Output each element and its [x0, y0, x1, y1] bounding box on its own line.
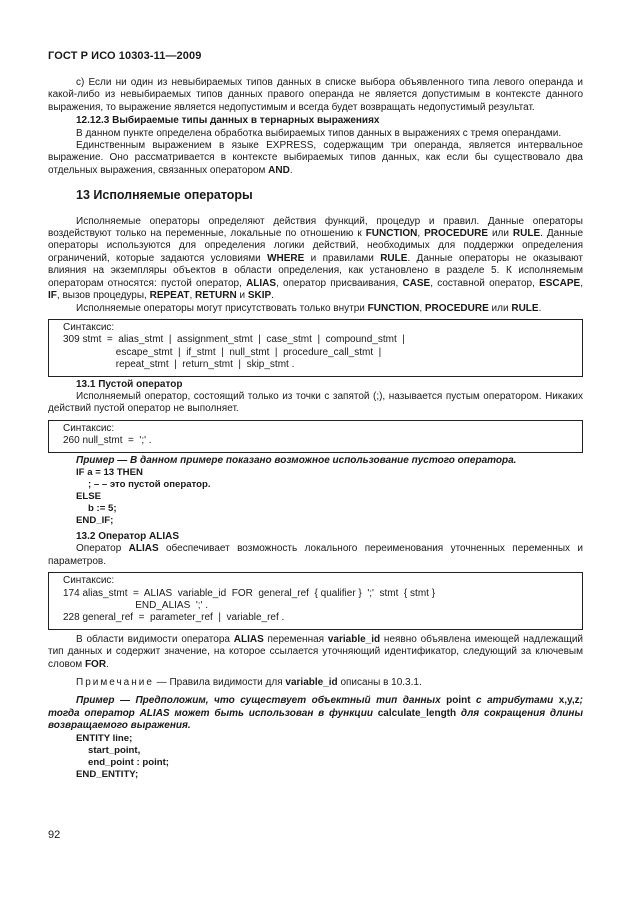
paragraph-ternary-1: В данном пункте определена обработка выбираемых типов данных в выражениях с тремя операндами.: [76, 127, 562, 139]
syntax-line: 174 alias_stmt = ALIAS variable_id FOR general_ref { qualifier } ';' stmt { stmt }: [63, 587, 436, 599]
paragraph-executable-statements: Исполняемые операторы определяют действия функций, процедур и правил. Данные операторы воздействуют только на переменные, локальные по отношению к FUNCTION, PROCEDURE или RULE. Данные операторы используются для определения логики действий, необходимых для поддержки определения ограничений, которые задаются условиями WHERE и правилами RULE. Данные операторы не оказывают влияния на экземпляры объектов в области определения, как установлено в разделе 5. К исполняемым операторам относятся: пустой оператор, ALIAS, оператор присваивания, CASE, составной оператор, ESCAPE, IF, вызов процедуры, REPEAT, RETURN и SKIP.: [48, 215, 584, 302]
syntax-box-stmt: [48, 319, 583, 377]
syntax-label: Синтаксис:: [63, 575, 115, 587]
syntax-line: repeat_stmt | return_stmt | skip_stmt .: [63, 359, 295, 371]
code-line: b := 5;: [88, 502, 117, 514]
code-line: END_ENTITY;: [76, 768, 139, 780]
paragraph-alias: Оператор ALIAS обеспечивает возможность локального переименования уточненных переменных и параметров.: [48, 543, 583, 567]
note-visibility: Примечание — Правила видимости для variable_id описаны в 10.3.1.: [76, 677, 422, 689]
code-line: IF a = 13 THEN: [76, 466, 143, 478]
code-line: ; – – это пустой оператор.: [88, 478, 211, 490]
syntax-label: Синтаксис:: [63, 422, 115, 434]
paragraph-alias-scope: В области видимости оператора ALIAS переменная variable_id неявно объявлена имеющей надлежащий тип данных и содержит значение, на которое ссылается уточняющий идентификатор, следующий за ключевым словом FOR.: [48, 633, 583, 670]
heading-13: 13 Исполняемые операторы: [76, 188, 253, 203]
syntax-line: 260 null_stmt = ';' .: [63, 435, 152, 447]
paragraph-ternary-2: Единственным выражением в языке EXPRESS, содержащим три операнда, является интервальное выражение. Оно рассматривается в контексте выбираемых типов данных, как если бы существовало два отдельных выражения, связанных оператором AND.: [48, 140, 583, 176]
syntax-line: 309 stmt = alias_stmt | assignment_stmt | case_stmt | compound_stmt |: [63, 334, 405, 346]
code-example-entity: [76, 733, 583, 781]
code-line: ENTITY line;: [76, 732, 133, 744]
syntax-label: Синтаксис:: [63, 321, 115, 333]
page-content: [48, 77, 583, 781]
heading-13-2: 13.2 Оператор ALIAS: [76, 530, 180, 542]
paragraph-c: c) Если ни один из невыбираемых типов данных в списке выбора объявленного типа левого операнда и какой-либо из невыбираемых типов данных правого операнда не является допустимым в контексте данного выражения, то выражение является недопустимым и всегда будет возвращать недопустимый результат.: [48, 77, 583, 113]
code-line: END_IF;: [76, 514, 114, 526]
syntax-line: escape_stmt | if_stmt | null_stmt | procedure_call_stmt |: [63, 346, 382, 358]
syntax-box-null: [48, 420, 583, 453]
code-line: start_point,: [88, 744, 141, 756]
syntax-box-alias: [48, 572, 583, 630]
page-number: 92: [48, 829, 61, 841]
heading-12-12-3: 12.12.3 Выбираемые типы данных в тернарных выражениях: [76, 115, 380, 127]
example-alias: Пример — Предположим, что существует объектный тип данных point с атрибутами x,y,z; тогда оператор ALIAS может быть использован в функции calculate_length для сокращения длины возвращаемого выражения.: [48, 695, 583, 732]
example-null-statement: Пример — В данном примере показано возможное использование пустого оператора.: [76, 454, 517, 466]
standard-header: ГОСТ Р ИСО 10303-11—2009: [48, 50, 202, 62]
code-line: ELSE: [76, 490, 102, 502]
syntax-line: END_ALIAS ';' .: [63, 600, 208, 611]
code-line: end_point : point;: [88, 756, 169, 768]
syntax-line: 228 general_ref = parameter_ref | variable_ref .: [63, 612, 285, 624]
paragraph-statement-location: Исполняемые операторы могут присутствовать только внутри FUNCTION, PROCEDURE или RULE.: [76, 302, 542, 314]
code-example-null: [76, 467, 583, 527]
heading-13-1: 13.1 Пустой оператор: [76, 378, 183, 390]
paragraph-null-statement: Исполняемый оператор, состоящий только из точки с запятой (;), называется пустым оператором. Никаких действий пустой оператор не выполняет.: [48, 390, 583, 415]
